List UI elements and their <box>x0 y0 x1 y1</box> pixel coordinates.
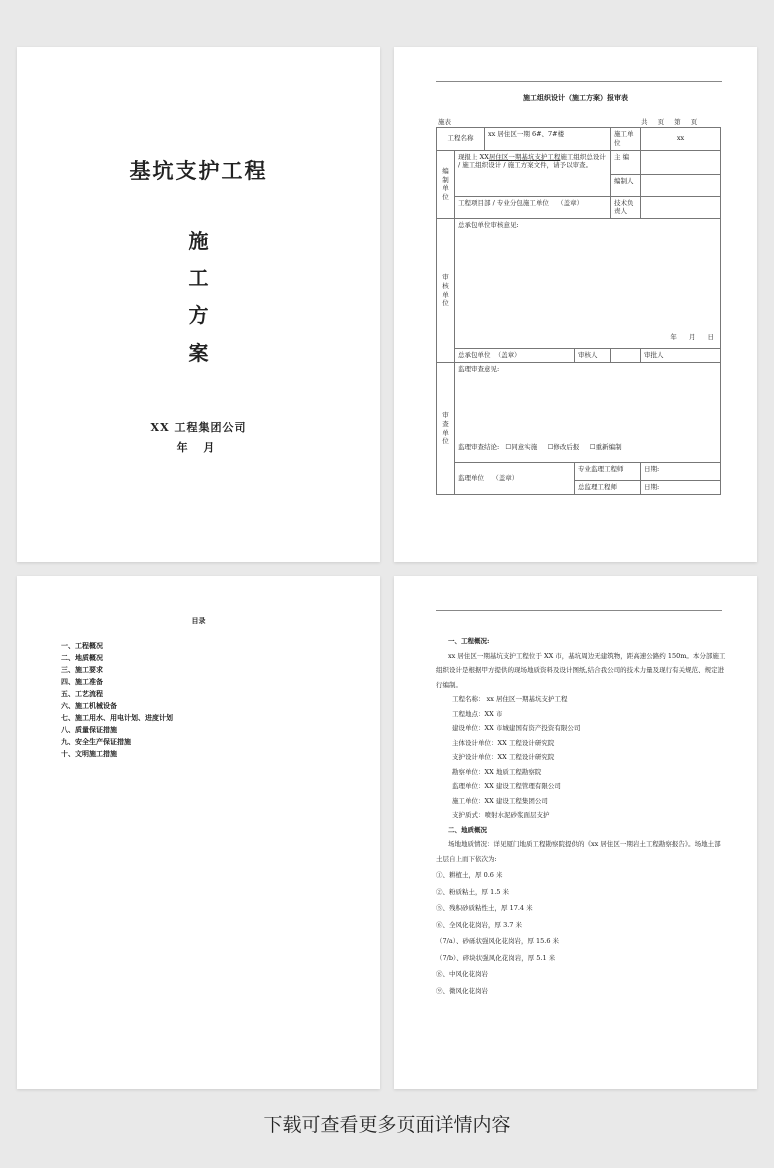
opt-recompile: 重新编制 <box>595 443 622 452</box>
toc-item[interactable]: 六、施工机械设备 <box>61 701 117 710</box>
kv-line: 建设单位：XX 市城建国有资产投资有限公司 <box>452 724 581 732</box>
toc-page <box>17 576 380 1089</box>
toc-title: 目录 <box>191 616 206 625</box>
toc-item[interactable]: 七、施工用水、用电计划、进度计划 <box>61 713 173 722</box>
approver-label: 审批人 <box>641 349 721 363</box>
cover-title: 基坑支护工程 <box>129 158 268 183</box>
compiler-value <box>641 174 721 196</box>
chief-editor-label: 主 编 <box>611 150 641 174</box>
supervision-opinion-label: 监理审查意见: <box>458 365 500 374</box>
toc-item[interactable]: 五、工艺流程 <box>61 689 103 698</box>
top-rule <box>436 610 722 611</box>
paragraph: xx 居住区一期基坑支护工程位于 XX 市，基坑周边无建筑物，距高速公路约 150m。本分部施工组织设计是根据甲方提供的现场地质资料及设计图纸,结合我公司的技术力量及现行有关规范、规定进行编制。 <box>436 651 726 689</box>
layer-item: ⑨、微风化花岗岩 <box>436 986 488 995</box>
submit-prefix: 现报上 XX <box>458 152 489 161</box>
supervision-seal: （盖章） <box>492 474 519 483</box>
toc-item[interactable]: 八、质量保证措施 <box>61 725 117 734</box>
gc-unit-row <box>455 349 575 363</box>
kv-line: 施工单位：XX 建设工程集团公司 <box>452 796 548 805</box>
supervision-opinion-cell <box>455 363 721 463</box>
cover-char: 工 <box>188 266 209 290</box>
cover-page <box>17 47 380 562</box>
gc-date: 年 月 日 <box>670 333 715 342</box>
gc-opinion-cell <box>455 219 721 349</box>
kv-line: 勘察单位：XX 地质工程勘察院 <box>452 767 542 776</box>
seal-text: （盖章） <box>557 198 584 207</box>
conclusion-row <box>458 443 622 452</box>
cover-company: XX 工程集团公司 <box>150 421 247 434</box>
specialty-engineer-label: 专业监理工程师 <box>575 463 641 481</box>
audit-unit-label: 审查单位 <box>437 363 455 495</box>
layer-item: ①、耕植土，厚 0.6 米 <box>436 871 503 879</box>
toc-item[interactable]: 十、文明施工措施 <box>61 749 117 758</box>
reviewer-label: 审核人 <box>575 349 611 363</box>
checkbox-recompile[interactable]: ☐ <box>589 443 596 452</box>
tech-lead-value <box>641 196 721 219</box>
supervision-unit: 监理单位 <box>458 474 484 483</box>
project-name-value: xx 居住区一期 6#、7#楼 <box>485 128 611 151</box>
toc-list <box>61 640 173 760</box>
checkbox-revise[interactable]: ☐ <box>547 443 554 452</box>
kv-line: 监理单位：XX 建设工程管理有限公司 <box>452 782 561 790</box>
overview-body <box>436 634 726 998</box>
compiler-label: 编制人 <box>611 174 641 196</box>
toc-item[interactable]: 一、工程概况 <box>61 641 103 650</box>
top-rule <box>436 81 722 82</box>
toc-item[interactable]: 九、安全生产保证措施 <box>61 737 131 746</box>
submit-text <box>455 150 611 196</box>
gc-unit: 总承包单位 <box>458 351 491 360</box>
construction-unit-value: xx <box>641 128 721 151</box>
form-title: 施工组织设计（施工方案）报审表 <box>523 93 628 102</box>
layer-item: ⑤、残积砂质粘性土，厚 17.4 米 <box>436 904 533 912</box>
submit-underlined: 居住区一期基坑支护工程 <box>488 152 561 161</box>
kv-line: 工程名称： xx 居住区一期基坑支护工程 <box>452 695 568 703</box>
cover-date: 年 月 <box>176 441 221 454</box>
layer-item: （7/a）、砂砾状强风化花岗岩，厚 15.6 米 <box>436 937 560 945</box>
cover-char: 方 <box>188 303 209 327</box>
page-info: 共 页 第 页 <box>641 118 698 126</box>
gc-opinion-label: 总承包单位审核意见: <box>458 221 519 230</box>
kv-line: 支护质式：喷射水泥砂浆面层支护 <box>452 811 550 819</box>
supervision-unit-row <box>455 463 575 495</box>
layer-item: （7/b）、碎块状强风化花岗岩，厚 5.1 米 <box>436 953 556 962</box>
compile-unit-label: 编制单位 <box>437 150 455 219</box>
gc-seal: （盖章） <box>494 351 521 360</box>
conclusion-label: 监理审查结论: <box>458 443 500 452</box>
project-dept-row <box>455 196 611 219</box>
submit-suffix: 施工组织总设计 / 施工组织设计 / 施工方案文件，请予以审查。 <box>458 152 606 170</box>
opt-revise: 修改后报 <box>553 443 580 452</box>
layer-item: ②、粉质粘土，厚 1.5 米 <box>436 887 509 896</box>
review-form-table <box>436 127 721 495</box>
checkbox-approve[interactable]: ☐ <box>505 443 512 452</box>
construction-unit-label: 施工单位 <box>611 128 641 151</box>
specialty-date-label: 日期: <box>641 463 721 481</box>
kv-line: 主体设计单位：XX 工程设计研究院 <box>452 738 555 747</box>
chief-editor-value <box>641 150 721 174</box>
opt-approve: 同意实施 <box>511 443 538 452</box>
reviewer-value <box>611 349 641 363</box>
section-heading: 二、地质概况 <box>448 825 487 834</box>
toc-item[interactable]: 三、施工要求 <box>61 665 103 674</box>
layer-item: ⑧、中风化花岗岩 <box>436 970 488 978</box>
chief-engineer-label: 总监理工程师 <box>575 481 641 495</box>
cover-char: 施 <box>188 229 209 253</box>
cover-char: 案 <box>188 341 209 365</box>
chief-date-label: 日期: <box>641 481 721 495</box>
review-form-page <box>394 47 757 562</box>
download-more-link[interactable]: 下载可查看更多页面详情内容 <box>263 1114 511 1136</box>
overview-page <box>394 576 757 1089</box>
kv-line: 工程地点：XX 市 <box>452 709 503 718</box>
kv-line: 支护设计单位：XX 工程设计研究院 <box>452 753 555 761</box>
section-heading: 一、工程概况: <box>448 637 490 645</box>
project-dept: 工程项目部 / 专业分包施工单位 <box>458 198 549 207</box>
tech-lead-label: 技术负责人 <box>611 196 641 219</box>
project-name-label: 工程名称 <box>437 128 485 151</box>
form-code: 施表 <box>438 118 451 126</box>
review-unit-label: 审核单位 <box>437 219 455 363</box>
paragraph: 场地地质情况：详见厦门地质工程勘察院提供的《xx 居住区一期岩土工程勘察报告》。场地土部土层自上而下依次为: <box>436 840 721 863</box>
layer-item: ⑥、全风化花岗岩，厚 3.7 米 <box>436 920 522 929</box>
toc-item[interactable]: 四、施工准备 <box>61 677 103 686</box>
toc-item[interactable]: 二、地质概况 <box>61 653 103 662</box>
